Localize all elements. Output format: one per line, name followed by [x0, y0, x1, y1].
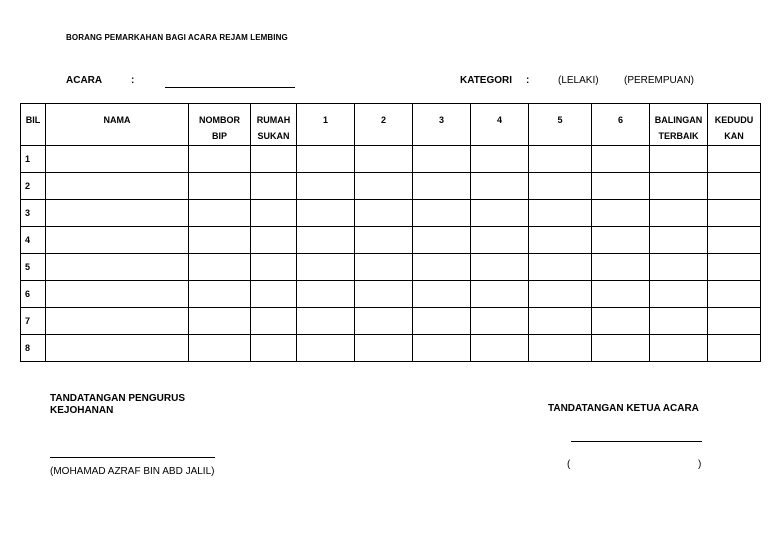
table-row [21, 254, 761, 281]
entry-cell[interactable] [592, 200, 650, 227]
entry-cell[interactable] [189, 308, 251, 335]
entry-cell[interactable] [297, 200, 355, 227]
entry-cell[interactable] [708, 227, 761, 254]
entry-cell[interactable] [355, 146, 413, 173]
entry-cell[interactable] [251, 281, 297, 308]
entry-cell[interactable] [355, 335, 413, 362]
kategori-label: KATEGORI [460, 75, 513, 86]
header-bil: BIL [21, 104, 46, 146]
row-number: 3 [21, 200, 46, 227]
entry-cell[interactable] [650, 281, 708, 308]
entry-cell[interactable] [529, 227, 592, 254]
entry-cell[interactable] [189, 254, 251, 281]
entry-cell[interactable] [592, 308, 650, 335]
entry-cell[interactable] [297, 227, 355, 254]
entry-cell[interactable] [650, 227, 708, 254]
entry-cell[interactable] [355, 173, 413, 200]
entry-cell[interactable] [708, 146, 761, 173]
entry-cell[interactable] [251, 146, 297, 173]
entry-cell[interactable] [592, 335, 650, 362]
header-attempt-2: 2 [355, 104, 413, 146]
entry-cell[interactable] [529, 281, 592, 308]
entry-cell[interactable] [413, 335, 471, 362]
entry-cell[interactable] [251, 200, 297, 227]
entry-cell[interactable] [529, 254, 592, 281]
table-row [21, 308, 761, 335]
entry-cell[interactable] [708, 281, 761, 308]
entry-cell[interactable] [413, 146, 471, 173]
entry-cell[interactable] [592, 227, 650, 254]
acara-fill-line[interactable] [165, 87, 295, 88]
entry-cell[interactable] [413, 308, 471, 335]
entry-cell[interactable] [46, 281, 189, 308]
header-rumah-sukan: RUMAH SUKAN [251, 104, 297, 146]
ketua-name-paren-close: ) [698, 459, 702, 470]
entry-cell[interactable] [355, 308, 413, 335]
entry-cell[interactable] [355, 254, 413, 281]
entry-cell[interactable] [529, 335, 592, 362]
entry-cell[interactable] [471, 200, 529, 227]
entry-cell[interactable] [471, 335, 529, 362]
entry-cell[interactable] [297, 146, 355, 173]
header-nombor-bip: NOMBOR BIP [189, 104, 251, 146]
row-number: 7 [21, 308, 46, 335]
score-table [20, 103, 761, 362]
entry-cell[interactable] [708, 254, 761, 281]
header-attempt-3: 3 [413, 104, 471, 146]
entry-cell[interactable] [297, 308, 355, 335]
table-row [21, 200, 761, 227]
entry-cell[interactable] [592, 254, 650, 281]
entry-cell[interactable] [413, 200, 471, 227]
table-header-row [21, 104, 761, 146]
entry-cell[interactable] [529, 146, 592, 173]
entry-cell[interactable] [189, 227, 251, 254]
table-row [21, 173, 761, 200]
header-attempt-5: 5 [529, 104, 592, 146]
entry-cell[interactable] [355, 227, 413, 254]
kategori-option-perempuan[interactable]: (PEREMPUAN) [624, 75, 695, 86]
row-number: 6 [21, 281, 46, 308]
entry-cell[interactable] [650, 173, 708, 200]
entry-cell[interactable] [251, 254, 297, 281]
signature-pengurus-line[interactable] [50, 457, 215, 458]
entry-cell[interactable] [471, 173, 529, 200]
entry-cell[interactable] [189, 173, 251, 200]
ketua-name-paren-open: ( [567, 459, 571, 470]
form-title: BORANG PEMARKAHAN BAGI ACARA REJAM LEMBING [66, 33, 288, 42]
row-number: 8 [21, 335, 46, 362]
entry-cell[interactable] [529, 200, 592, 227]
table-row [21, 335, 761, 362]
entry-cell[interactable] [297, 254, 355, 281]
kategori-colon: : [526, 75, 530, 86]
entry-cell[interactable] [708, 335, 761, 362]
entry-cell[interactable] [592, 281, 650, 308]
entry-cell[interactable] [355, 200, 413, 227]
acara-label: ACARA [66, 75, 103, 86]
entry-cell[interactable] [46, 146, 189, 173]
entry-cell[interactable] [592, 146, 650, 173]
entry-cell[interactable] [413, 173, 471, 200]
table-row [21, 146, 761, 173]
entry-cell[interactable] [189, 146, 251, 173]
entry-cell[interactable] [529, 308, 592, 335]
row-number: 4 [21, 227, 46, 254]
entry-cell[interactable] [297, 335, 355, 362]
entry-cell[interactable] [297, 281, 355, 308]
entry-cell[interactable] [650, 254, 708, 281]
entry-cell[interactable] [708, 173, 761, 200]
signature-pengurus-name: (MOHAMAD AZRAF BIN ABD JALIL) [50, 466, 215, 477]
row-number: 1 [21, 146, 46, 173]
kategori-option-lelaki[interactable]: (LELAKI) [558, 75, 599, 86]
entry-cell[interactable] [46, 254, 189, 281]
header-attempt-1: 1 [297, 104, 355, 146]
entry-cell[interactable] [297, 173, 355, 200]
entry-cell[interactable] [251, 308, 297, 335]
entry-cell[interactable] [650, 200, 708, 227]
entry-cell[interactable] [650, 308, 708, 335]
entry-cell[interactable] [413, 254, 471, 281]
entry-cell[interactable] [413, 281, 471, 308]
entry-cell[interactable] [189, 335, 251, 362]
entry-cell[interactable] [251, 227, 297, 254]
entry-cell[interactable] [650, 335, 708, 362]
entry-cell[interactable] [355, 281, 413, 308]
header-attempt-4: 4 [471, 104, 529, 146]
header-nama: NAMA [46, 104, 189, 146]
entry-cell[interactable] [708, 200, 761, 227]
signature-pengurus-label: TANDATANGAN PENGURUS KEJOHANAN [50, 393, 185, 416]
entry-cell[interactable] [471, 254, 529, 281]
entry-cell[interactable] [46, 308, 189, 335]
entry-cell[interactable] [251, 173, 297, 200]
row-number: 5 [21, 254, 46, 281]
entry-cell[interactable] [46, 173, 189, 200]
entry-cell[interactable] [471, 308, 529, 335]
entry-cell[interactable] [46, 227, 189, 254]
entry-cell[interactable] [471, 227, 529, 254]
entry-cell[interactable] [471, 146, 529, 173]
header-balingan-terbaik: BALINGAN TERBAIK [650, 104, 708, 146]
table-row [21, 227, 761, 254]
entry-cell[interactable] [189, 200, 251, 227]
entry-cell[interactable] [251, 335, 297, 362]
entry-cell[interactable] [708, 308, 761, 335]
signature-ketua-line[interactable] [571, 441, 702, 442]
header-attempt-6: 6 [592, 104, 650, 146]
entry-cell[interactable] [592, 173, 650, 200]
entry-cell[interactable] [46, 200, 189, 227]
entry-cell[interactable] [46, 335, 189, 362]
entry-cell[interactable] [413, 227, 471, 254]
entry-cell[interactable] [529, 173, 592, 200]
header-kedudukan: KEDUDU KAN [708, 104, 761, 146]
entry-cell[interactable] [650, 146, 708, 173]
table-row [21, 281, 761, 308]
entry-cell[interactable] [189, 281, 251, 308]
signature-ketua-label: TANDATANGAN KETUA ACARA [548, 403, 699, 414]
acara-colon: : [131, 75, 135, 86]
entry-cell[interactable] [471, 281, 529, 308]
row-number: 2 [21, 173, 46, 200]
